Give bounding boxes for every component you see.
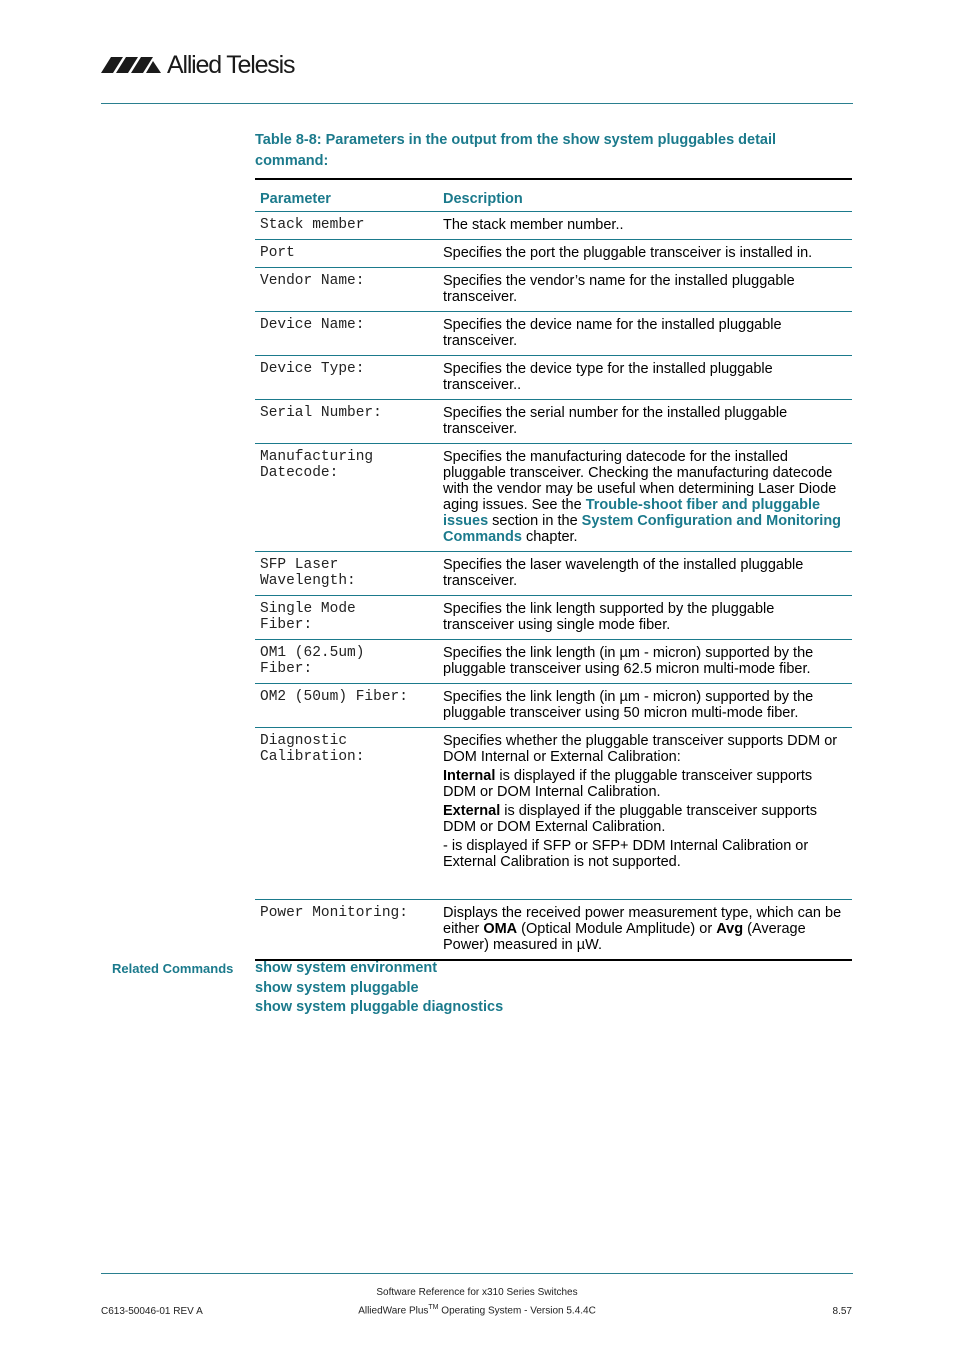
description-cell: Specifies the link length (in µm - micron) supported by the pluggable transceiver using 50 micron multi-mode fiber. — [438, 684, 852, 728]
description-cell: Specifies the link length supported by the pluggable transceiver using single mode fiber. — [438, 596, 852, 640]
description-text: (Optical Module Amplitude) or — [517, 921, 717, 937]
parameter-cell: Port — [255, 240, 438, 268]
parameter-cell: Device Type: — [255, 356, 438, 400]
troubleshoot-fiber-link[interactable]: Trouble-shoot fiber and pluggable issues — [443, 497, 821, 529]
table-row — [255, 596, 852, 640]
description-text — [443, 768, 847, 800]
column-header-description: Description — [438, 179, 852, 212]
avg-term: Avg — [716, 921, 744, 937]
description-text: Displays the received power measurement type, which can be either — [443, 905, 842, 937]
table-row — [255, 212, 852, 240]
parameter-cell: Vendor Name: — [255, 268, 438, 312]
parameter-cell: Single Mode Fiber: — [255, 596, 438, 640]
description-cell: Specifies the link length (in µm - micron) supported by the pluggable transceiver using 62.5 micron multi-mode fiber. — [438, 640, 852, 684]
description-text: Specifies whether the pluggable transceiver supports DDM or DOM Internal or External Calibration: — [443, 733, 838, 765]
parameter-cell: SFP Laser Wavelength: — [255, 552, 438, 596]
parameter-cell: OM2 (50um) Fiber: — [255, 684, 438, 728]
related-command-link[interactable]: show system environment — [255, 960, 438, 976]
trademark-mark: TM — [428, 1304, 439, 1311]
column-header-parameter: Parameter — [255, 179, 438, 212]
footer-doc-number: C613-50046-01 REV A — [101, 1306, 203, 1317]
description-text: Specifies the manufacturing datecode for the installed pluggable transceiver. Checking the manufacturing datecode with the vendor may be useful when determining Laser Diode aging issues. See the — [443, 449, 837, 513]
parameter-cell: Stack member — [255, 212, 438, 240]
description-cell: Specifies the port the pluggable transceiver is installed in. — [438, 240, 852, 268]
table-row — [255, 240, 852, 268]
description-cell — [438, 728, 852, 900]
parameter-cell: Diagnostic Calibration: — [255, 728, 438, 900]
parameter-cell: Power Monitoring: — [255, 900, 438, 961]
table-row — [255, 400, 852, 444]
oma-term: OMA — [483, 921, 518, 937]
footer-os-version — [0, 1304, 954, 1316]
header-rule — [101, 103, 853, 104]
footer-os-suffix: Operating System - Version 5.4.4C — [438, 1305, 596, 1317]
footer-page-number: 8.57 — [832, 1306, 852, 1317]
description-text: chapter. — [521, 529, 578, 545]
related-command-link[interactable]: show system pluggable diagnostics — [255, 999, 504, 1015]
related-commands-label: Related Commands — [112, 961, 234, 976]
table-caption: Table 8-8: Parameters in the output from the show system pluggables detail command: — [255, 132, 777, 169]
description-cell: The stack member number.. — [438, 212, 852, 240]
table-row — [255, 684, 852, 728]
description-cell: Specifies the device name for the installed pluggable transceiver. — [438, 312, 852, 356]
internal-term: Internal — [443, 768, 496, 784]
footer-os-prefix: AlliedWare Plus — [358, 1305, 429, 1317]
footer-title: Software Reference for x310 Series Switches — [376, 1287, 578, 1298]
description-text: - is displayed if SFP or SFP+ DDM Internal Calibration or External Calibration is not supported. — [443, 838, 809, 870]
table-row — [255, 728, 852, 900]
description-text: is displayed if the pluggable transceiver supports DDM or DOM Internal Calibration. — [443, 768, 813, 800]
system-configuration-link[interactable]: System Configuration and Monitoring Commands — [443, 513, 842, 545]
parameter-cell: Manufacturing Datecode: — [255, 444, 438, 552]
table-row — [255, 356, 852, 400]
description-text: section in the — [488, 513, 582, 529]
table-header-row — [255, 179, 852, 212]
parameter-cell: Serial Number: — [255, 400, 438, 444]
description-cell — [438, 444, 852, 552]
description-cell: Specifies the vendor’s name for the installed pluggable transceiver. — [438, 268, 852, 312]
allied-telesis-logo — [101, 52, 294, 78]
related-command-link[interactable]: show system pluggable — [255, 979, 419, 996]
description-text: (Average Power) measured in µW. — [443, 921, 806, 953]
parameter-cell: OM1 (62.5um) Fiber: — [255, 640, 438, 684]
description-cell: Specifies the serial number for the installed pluggable transceiver. — [438, 400, 852, 444]
table-row — [255, 312, 852, 356]
table-row — [255, 268, 852, 312]
external-term: External — [443, 803, 501, 819]
allied-telesis-logo-mark-icon — [101, 55, 163, 75]
table-row — [255, 640, 852, 684]
description-cell: Specifies the device type for the installed pluggable transceiver.. — [438, 356, 852, 400]
description-cell: Specifies the laser wavelength of the installed pluggable transceiver. — [438, 552, 852, 596]
brand-name: Allied Telesis — [167, 51, 295, 79]
description-cell — [438, 900, 852, 961]
description-text — [443, 803, 847, 835]
parameters-table — [255, 178, 852, 961]
related-commands-list — [255, 959, 503, 1018]
parameter-cell: Device Name: — [255, 312, 438, 356]
footer-rule — [101, 1273, 853, 1274]
table-row — [255, 900, 852, 961]
table-row — [255, 552, 852, 596]
table-row — [255, 444, 852, 552]
description-text: is displayed if the pluggable transceiver supports DDM or DOM External Calibration. — [443, 803, 817, 835]
